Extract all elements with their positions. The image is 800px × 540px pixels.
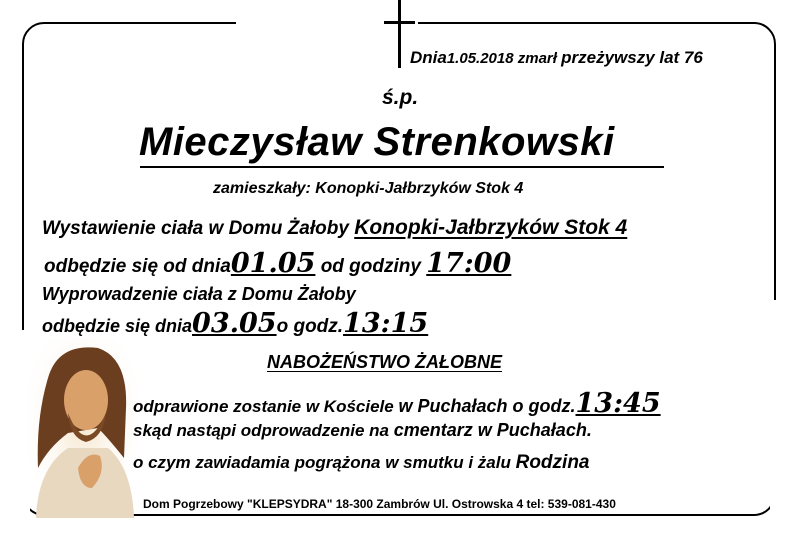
deceased-name: Mieczysław Strenkowski [139, 120, 615, 164]
departure-line-2: odbędzie się dnia03.05o godz.13:15 [42, 308, 429, 339]
service-line-3: o czym zawiadamia pogrążona w smutku i żalu Rodzina [133, 452, 590, 473]
cross-icon-bar [384, 21, 415, 24]
service-line-2: skąd nastąpi odprowadzenie na cmentarz w Puchałach. [133, 420, 592, 440]
viewing-line-2: odbędzie się od dnia01.05 od godziny 17:00 [44, 248, 512, 279]
name-underline [140, 166, 664, 168]
sp-label: ś.p. [382, 86, 419, 109]
service-heading: NABOŻEŃSTWO ŻAŁOBNE [267, 352, 502, 372]
departure-line-1: Wyprowadzenie ciała z Domu Żałoby [42, 284, 356, 304]
jesus-portrait-image [28, 338, 138, 518]
service-line-1: odprawione zostanie w Kościele w Puchałach o godz.13:45 [133, 388, 661, 419]
residence: zamieszkały: Konopki-Jałbrzyków Stok 4 [213, 180, 524, 197]
border-gap-right [770, 300, 784, 530]
funeral-home-footer: Dom Pogrzebowy "KLEPSYDRA" 18-300 Zambrów Ul. Ostrowska 4 tel: 539-081-430 [143, 497, 616, 511]
cross-icon [398, 0, 401, 68]
date-line: Dnia1.05.2018 zmarł przeżywszy lat 76 [410, 48, 703, 67]
viewing-line-1: Wystawienie ciała w Domu Żałoby Konopki-Jałbrzyków Stok 4 [42, 216, 628, 239]
